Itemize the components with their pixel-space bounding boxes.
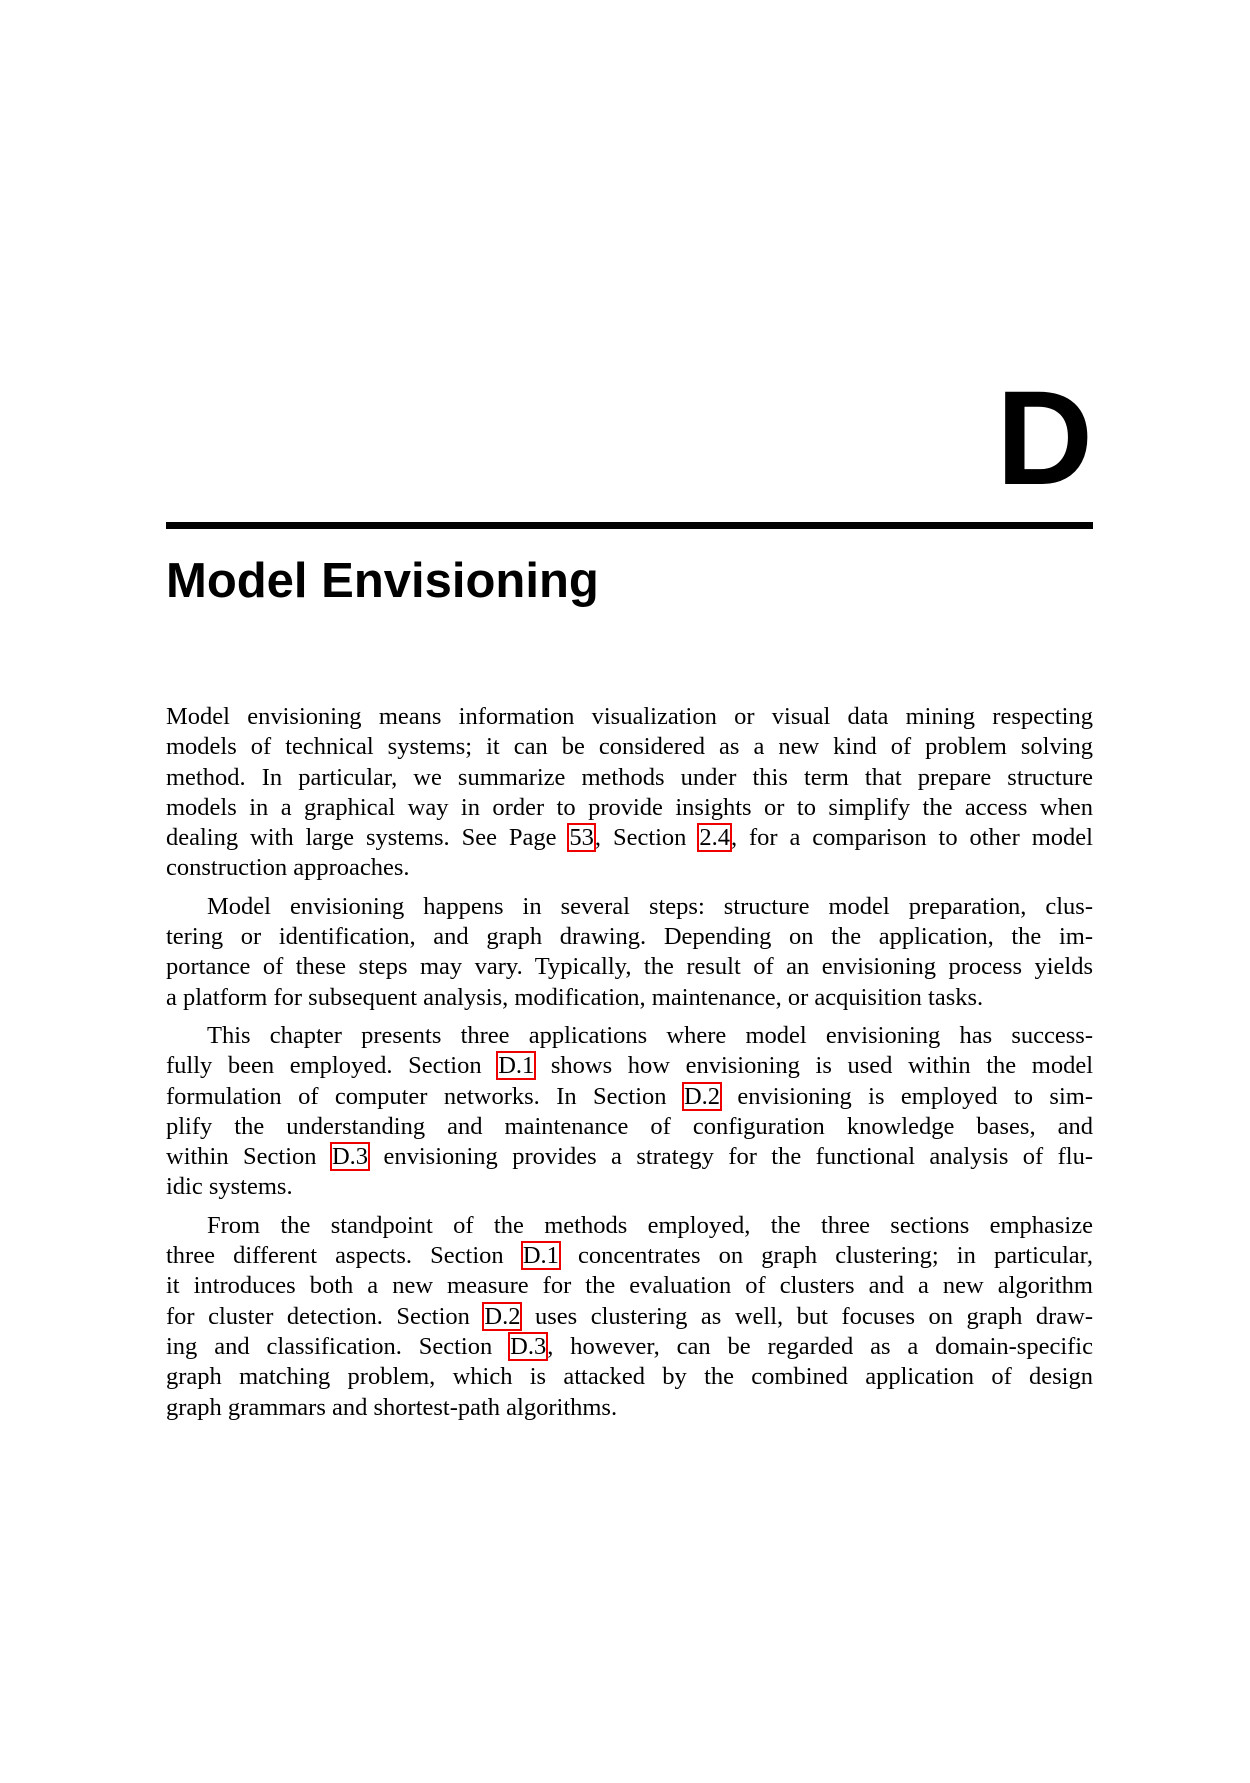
cross-reference-link[interactable]: D.3 (510, 1332, 547, 1360)
text-segment: fully been employed. Section (166, 1052, 498, 1080)
chapter-rule (166, 522, 1093, 529)
text-line (166, 1332, 1093, 1362)
text-line (166, 1142, 1093, 1172)
text-segment: a platform for subsequent analysis, modification, maintenance, or acquisition tasks. (166, 983, 984, 1011)
text-line (166, 853, 1093, 883)
text-segment: models in a graphical way in order to provide insights or to simplify the access when (166, 793, 1093, 821)
text-segment: three different aspects. Section (166, 1242, 522, 1270)
text-segment: method. In particular, we summarize methods under this term that prepare structure (166, 763, 1093, 791)
paragraph (166, 1021, 1093, 1203)
text-segment: shows how envisioning is used within the model (535, 1052, 1093, 1080)
text-line (166, 1021, 1093, 1051)
text-segment: From the standpoint of the methods employed, the three sections emphasize (207, 1211, 1093, 1239)
chapter-body (166, 702, 1093, 1431)
text-line (166, 1271, 1093, 1301)
text-line (166, 732, 1093, 762)
text-line (166, 1393, 1093, 1423)
cross-reference-link[interactable]: D.1 (522, 1242, 559, 1270)
text-segment: portance of these steps may vary. Typically, the result of an envisioning process yields (166, 953, 1093, 981)
paragraph (166, 892, 1093, 1013)
text-line (166, 1112, 1093, 1142)
text-line (166, 983, 1093, 1013)
text-segment: formulation of computer networks. In Section (166, 1082, 683, 1110)
cross-reference-link[interactable]: D.2 (683, 1082, 721, 1110)
text-segment: for cluster detection. Section (166, 1302, 484, 1330)
text-segment: Model envisioning happens in several steps: structure model preparation, clus- (207, 892, 1093, 920)
cross-reference-link[interactable]: D.3 (331, 1143, 369, 1171)
text-line (166, 1082, 1093, 1112)
cross-reference-link[interactable]: 53 (569, 824, 594, 852)
text-segment: within Section (166, 1143, 331, 1171)
text-line (166, 922, 1093, 952)
text-line (166, 1172, 1093, 1202)
text-segment: , for a comparison to other model (730, 824, 1093, 852)
text-line (166, 763, 1093, 793)
chapter-title: Model Envisioning (166, 554, 599, 608)
text-line (166, 892, 1093, 922)
text-segment: concentrates on graph clustering; in particular, (559, 1242, 1093, 1270)
cross-reference-link[interactable]: D.1 (498, 1052, 535, 1080)
paragraph (166, 702, 1093, 884)
text-segment: idic systems. (166, 1173, 293, 1201)
text-segment: ing and classification. Section (166, 1332, 510, 1360)
text-segment: dealing with large systems. See Page (166, 824, 569, 852)
cross-reference-link[interactable]: 2.4 (699, 824, 730, 852)
text-line (166, 1211, 1093, 1241)
text-segment: tering or identification, and graph drawing. Depending on the application, the im- (166, 923, 1093, 951)
text-segment: it introduces both a new measure for the evaluation of clusters and a new algorithm (166, 1272, 1093, 1300)
text-segment: plify the understanding and maintenance of configuration knowledge bases, and (166, 1112, 1093, 1140)
text-segment: , Section (594, 824, 699, 852)
text-line (166, 1362, 1093, 1392)
text-segment: Model envisioning means information visualization or visual data mining respecting (166, 703, 1093, 730)
text-segment: envisioning provides a strategy for the functional analysis of flu- (369, 1143, 1093, 1171)
text-segment: graph matching problem, which is attacked by the combined application of design (166, 1363, 1093, 1391)
text-line (166, 1051, 1093, 1081)
text-line (166, 1241, 1093, 1271)
text-line (166, 702, 1093, 732)
text-segment: graph grammars and shortest-path algorithms. (166, 1393, 618, 1421)
text-segment: uses clustering as well, but focuses on graph draw- (521, 1302, 1093, 1330)
text-segment: This chapter presents three applications where model envisioning has success- (207, 1021, 1093, 1049)
paragraph (166, 1211, 1093, 1423)
text-line (166, 1302, 1093, 1332)
text-segment: models of technical systems; it can be considered as a new kind of problem solving (166, 733, 1093, 761)
cross-reference-link[interactable]: D.2 (484, 1302, 521, 1330)
text-line (166, 952, 1093, 982)
text-line (166, 793, 1093, 823)
text-segment: , however, can be regarded as a domain-specific (547, 1332, 1093, 1360)
text-segment: envisioning is employed to sim- (721, 1082, 1093, 1110)
chapter-letter: D (996, 364, 1093, 513)
text-line (166, 823, 1093, 853)
text-segment: construction approaches. (166, 854, 410, 882)
